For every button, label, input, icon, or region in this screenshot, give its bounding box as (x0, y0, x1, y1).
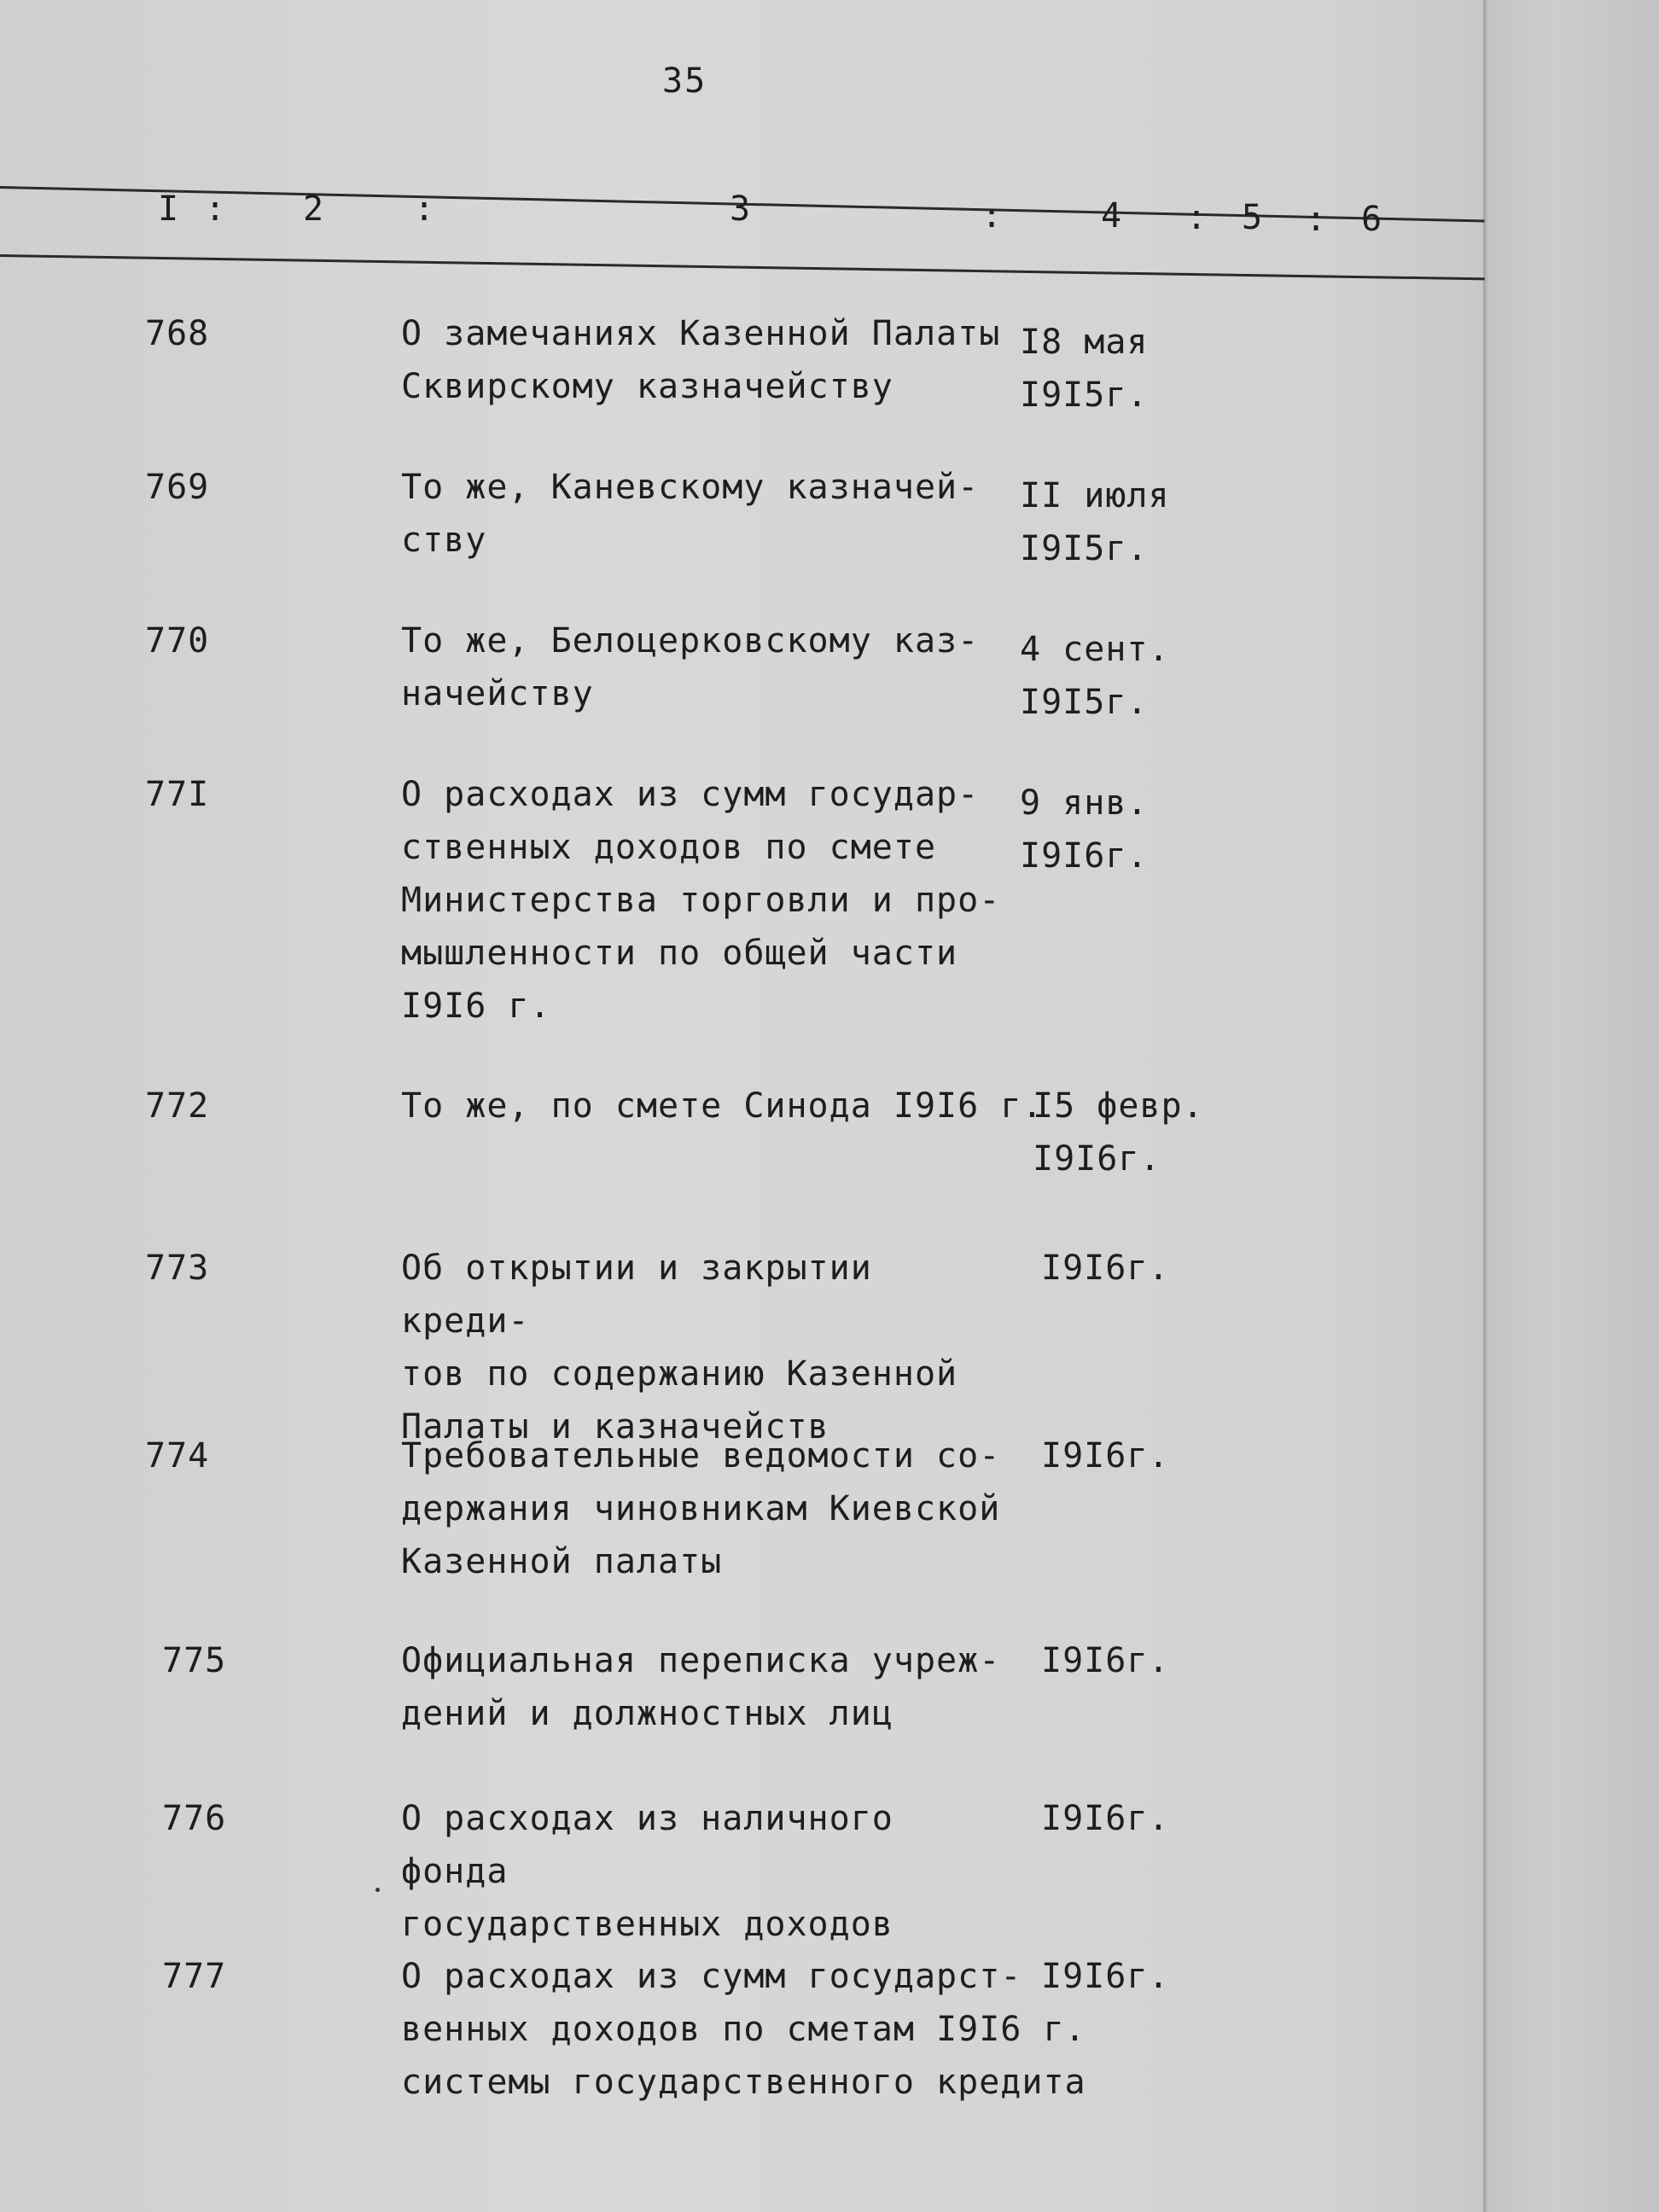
item-title: Об открытии и закрытии креди- тов по содержанию Казенной Палаты и казначейств (401, 1249, 958, 1447)
item-number: 773 (145, 1249, 210, 1288)
column-header-3: 3 (730, 189, 751, 229)
item-number: 770 (145, 621, 210, 661)
item-date: II июля I9I5г. (1020, 476, 1170, 568)
column-header-6: 6 (1361, 200, 1382, 239)
column-separator: : (1186, 198, 1208, 237)
item-title: Требовательные ведомости со- держания чиновникам Киевской Казенной палаты (401, 1436, 1001, 1581)
item-date: I9I6г. (1041, 1799, 1170, 1838)
item-date: 4 сент. I9I5г. (1020, 630, 1170, 722)
item-date: I9I6г. (1041, 1436, 1170, 1476)
column-separator: : (981, 196, 1003, 236)
column-header-1: I (158, 189, 179, 229)
item-date: I5 февр. I9I6г. (1033, 1086, 1204, 1179)
item-title: О расходах из наличного фонда государственных доходов (401, 1799, 894, 1944)
item-number: 77I (145, 775, 210, 814)
item-number: 775 (162, 1641, 227, 1680)
item-title: То же, по смете Синода I9I6 г. (401, 1086, 1044, 1126)
column-separator: : (1306, 200, 1327, 239)
column-header-2: 2 (303, 189, 324, 229)
item-title: О замечаниях Казенной Палаты Сквирскому казначейству (401, 314, 1001, 406)
column-separator: : (205, 189, 226, 229)
column-separator: : (414, 189, 435, 229)
item-number: 769 (145, 468, 210, 507)
item-title: То же, Каневскому казначей- ству (401, 468, 980, 560)
item-number: 772 (145, 1086, 210, 1126)
item-date: I9I6г. (1041, 1957, 1170, 1996)
item-number: 777 (162, 1957, 227, 1996)
item-title: То же, Белоцерковскому каз- начейству (401, 621, 980, 713)
item-date: I8 мая I9I5г. (1020, 323, 1149, 415)
page-number: 35 (662, 61, 707, 101)
adjacent-page-edge (1483, 0, 1659, 2212)
item-number: 774 (145, 1436, 210, 1476)
column-header-4: 4 (1101, 196, 1122, 236)
item-date: I9I6г. (1041, 1641, 1170, 1680)
item-number: 768 (145, 314, 210, 353)
column-header-5: 5 (1242, 198, 1263, 237)
item-date: 9 янв. I9I6г. (1020, 783, 1149, 876)
item-title: О расходах из сумм государст- венных доходов по сметам I9I6 г. системы государственного кредита (401, 1957, 1086, 2102)
item-title: Официальная переписка учреж- дений и должностных лиц (401, 1641, 1001, 1733)
item-date: I9I6г. (1041, 1249, 1170, 1288)
item-title: О расходах из сумм государ- ственных доходов по смете Министерства торговли и про- мышленности по общей части I9I6 г. (401, 775, 1001, 1026)
paper-speck (375, 1888, 380, 1892)
item-number: 776 (162, 1799, 227, 1838)
